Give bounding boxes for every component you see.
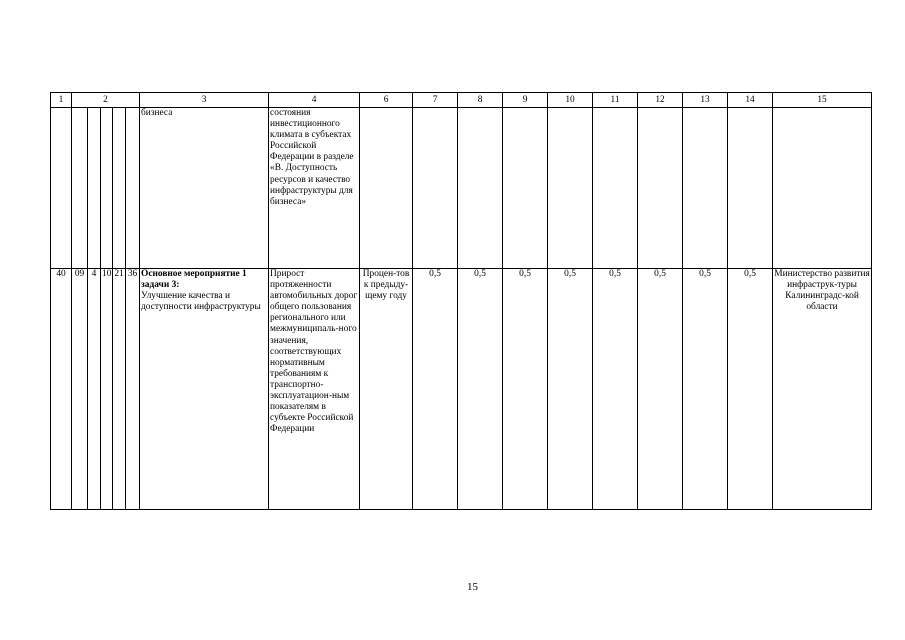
code-cell: 21 — [113, 269, 126, 510]
code-cell — [126, 108, 140, 269]
indicator-cell: Прирост протяженности автомобильных дорог общего пользования регионального или межмуниципаль-ного значения, соответствующих нормативным требованиям к транспортно-эксплуатацион-ным показателям в субъекте Российской Федерации — [269, 269, 360, 510]
value-cell — [638, 108, 683, 269]
header-cell-6: 6 — [360, 93, 413, 108]
code-cell — [113, 108, 126, 269]
value-cell: 0,5 — [413, 269, 458, 510]
header-cell-13: 13 — [683, 93, 728, 108]
unit-cell: Процен-тов к предыду-щему году — [360, 269, 413, 510]
header-cell-15: 15 — [773, 93, 872, 108]
code-cell — [51, 108, 72, 269]
code-cell: 40 — [51, 269, 72, 510]
value-cell — [503, 108, 548, 269]
value-cell: 0,5 — [593, 269, 638, 510]
header-cell-7: 7 — [413, 93, 458, 108]
header-cell-8: 8 — [458, 93, 503, 108]
table-header-row — [51, 93, 872, 108]
value-cell — [548, 108, 593, 269]
value-cell: 0,5 — [638, 269, 683, 510]
responsible-cell: Министерство развития инфраструк-туры Калининградс-кой области — [773, 269, 872, 510]
activity-description: Улучшение качества и доступности инфраструктуры — [141, 291, 261, 313]
indicators-table — [50, 92, 872, 510]
indicator-cell: состояния инвестиционного климата в субъектах Российской Федерации в разделе «В. Доступность ресурсов и качество инфраструктуры для бизнеса» — [269, 108, 360, 269]
header-cell-2: 2 — [72, 93, 140, 108]
header-cell-12: 12 — [638, 93, 683, 108]
value-cell: 0,5 — [503, 269, 548, 510]
unit-cell — [360, 108, 413, 269]
value-cell: 0,5 — [728, 269, 773, 510]
table-row — [51, 108, 872, 269]
header-cell-10: 10 — [548, 93, 593, 108]
code-cell: 10 — [101, 269, 113, 510]
value-cell: 0,5 — [548, 269, 593, 510]
header-cell-9: 9 — [503, 93, 548, 108]
value-cell — [458, 108, 503, 269]
responsible-cell — [773, 108, 872, 269]
code-cell — [88, 108, 101, 269]
value-cell — [413, 108, 458, 269]
code-cell — [72, 108, 88, 269]
header-cell-4: 4 — [269, 93, 360, 108]
code-cell: 09 — [72, 269, 88, 510]
activity-name-cell: бизнеса — [140, 108, 269, 269]
code-cell: 4 — [88, 269, 101, 510]
header-cell-1: 1 — [51, 93, 72, 108]
header-cell-3: 3 — [140, 93, 269, 108]
table-row — [51, 269, 872, 510]
activity-title: Основное мероприятие 1 задачи 3: — [141, 269, 247, 291]
header-cell-11: 11 — [593, 93, 638, 108]
value-cell: 0,5 — [458, 269, 503, 510]
page-number: 15 — [467, 581, 478, 593]
value-cell — [683, 108, 728, 269]
code-cell — [101, 108, 113, 269]
activity-name-cell — [140, 269, 269, 510]
value-cell — [728, 108, 773, 269]
code-cell: 36 — [126, 269, 140, 510]
value-cell — [593, 108, 638, 269]
header-cell-14: 14 — [728, 93, 773, 108]
value-cell: 0,5 — [683, 269, 728, 510]
